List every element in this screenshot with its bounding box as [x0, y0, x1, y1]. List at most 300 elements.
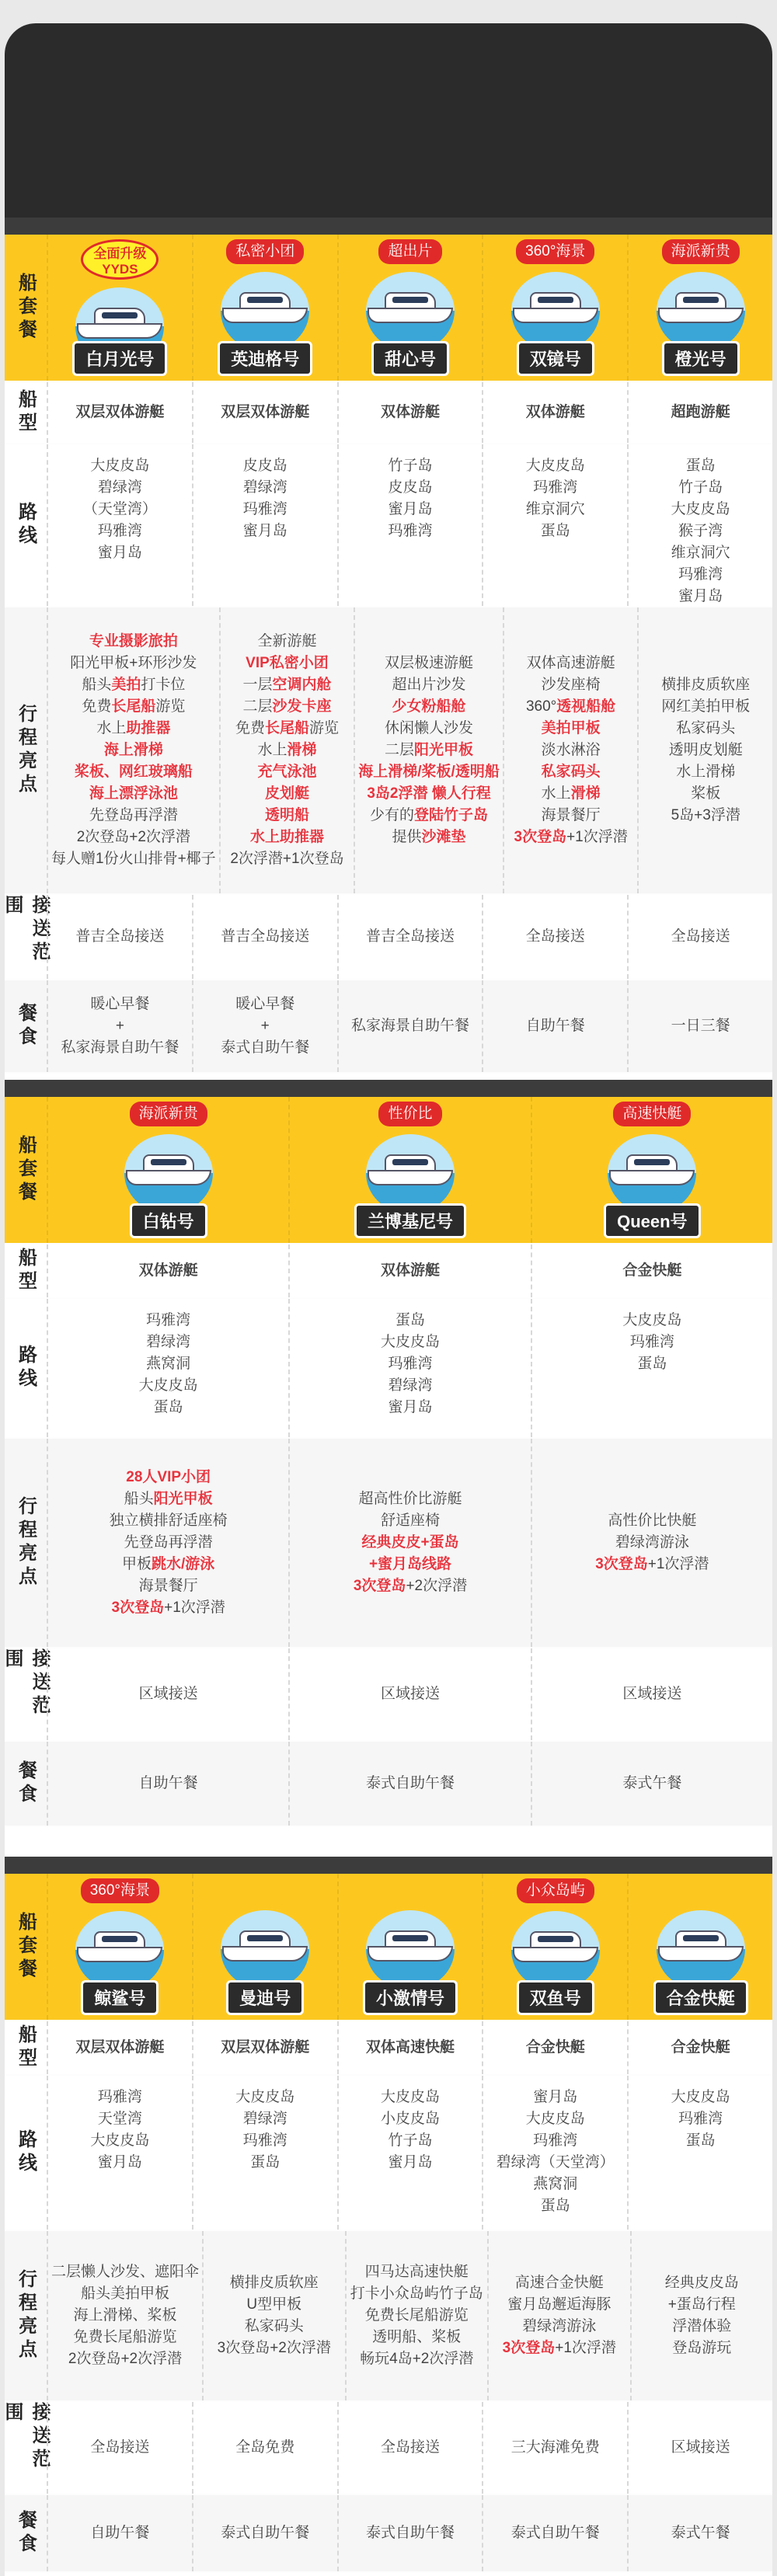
meal-item: 泰式午餐: [671, 2525, 730, 2541]
highlight-item: 私家码头: [541, 764, 601, 780]
highlight-part: 3次登岛: [514, 829, 567, 845]
cell: [354, 607, 503, 893]
cell: [288, 1244, 530, 1297]
pickup-range: 区域接送: [622, 1686, 682, 1702]
row-cells: [47, 2495, 772, 2571]
cell: [337, 980, 483, 1072]
highlight-part: 甲板: [122, 1556, 152, 1572]
route-stop: 玛雅湾: [242, 501, 287, 517]
route-stop: 碧绿湾: [242, 479, 287, 496]
package-row: [5, 1097, 772, 1244]
highlight-item: 充气泳池: [257, 764, 317, 780]
boat-type: 双层双体游艇: [221, 404, 310, 420]
row-label-text: 船型: [15, 389, 37, 436]
highlight-part: 3次登岛: [111, 1600, 165, 1616]
pickup-range: 区域接送: [138, 1686, 198, 1702]
pickup-range: 普吉全岛接送: [221, 928, 310, 945]
row-cells: [47, 1299, 772, 1437]
meal-item: 私家海景自助午餐: [350, 1018, 469, 1034]
route-stop: 蜜月岛: [97, 545, 142, 561]
route-stop: 玛雅湾: [97, 523, 142, 539]
highlight-part: 阳光甲板: [153, 1491, 213, 1507]
cell: [627, 1874, 772, 2020]
cell: [192, 2495, 337, 2571]
row-label-text: 接送范围: [2, 1648, 50, 1718]
highlight-part: 滑梯: [287, 742, 317, 758]
highlight-part: 一层: [242, 677, 273, 693]
row-label-text: 船型: [15, 1248, 37, 1294]
route-stop: 蛋岛: [637, 1356, 667, 1372]
boat-type: 合金快艇: [671, 2039, 730, 2056]
highlight-part: 船头: [124, 1491, 154, 1507]
route-stop: 玛雅湾: [533, 479, 578, 496]
boat-name[interactable]: 合金快艇: [653, 1980, 748, 2015]
boat-name[interactable]: 白月光号: [72, 341, 167, 376]
highlight-item: 先登岛再浮潜: [89, 807, 178, 823]
cell: [482, 2402, 627, 2494]
cell: [482, 444, 627, 606]
pickup-range: 全岛接送: [90, 2439, 150, 2456]
cell: [627, 895, 772, 979]
route-stop: 大皮皮岛: [90, 458, 150, 474]
cell: [627, 980, 772, 1072]
highlight-part: 免费: [235, 720, 265, 736]
row-label: [5, 2021, 47, 2074]
route-stop: 蜜月岛: [678, 588, 723, 604]
boat-type: 超跑游艇: [671, 404, 730, 420]
package-grid: [2, 1097, 772, 1827]
highlight-item: 海上滑梯: [103, 742, 163, 758]
pickup-range: 全岛接送: [380, 2439, 440, 2456]
highlight-item: 私家码头: [244, 2318, 304, 2334]
boat-tag: 小众岛屿: [517, 1878, 594, 1903]
boat-name[interactable]: 兰博基尼号: [354, 1203, 466, 1238]
cell: [47, 607, 219, 893]
cell: [288, 1299, 530, 1437]
boat-name[interactable]: 双镜号: [517, 341, 594, 376]
cell: [627, 2402, 772, 2494]
section-3: [2, 1857, 772, 2576]
route-stop: 大皮皮岛: [380, 2089, 440, 2105]
highlight-item: 免费长尾船游览: [73, 2329, 177, 2345]
boat-tag: 海派新贵: [662, 239, 740, 264]
row-label: [5, 382, 47, 443]
cell: [47, 1299, 288, 1437]
highlight-item: 每人赠1份火山排骨+椰子: [51, 851, 216, 867]
cell: [47, 2021, 192, 2074]
highlight-part: 登陆竹子岛: [414, 807, 489, 823]
highlight-part: 水上: [257, 742, 287, 758]
cell: [627, 235, 772, 381]
highlight-part: +2次浮潜: [406, 1578, 468, 1594]
cell: [202, 2231, 345, 2400]
highlight-item: 独立横排舒适座椅: [109, 1513, 228, 1529]
row-label: [5, 1244, 47, 1297]
row-label-text: 船型: [15, 2024, 37, 2071]
highlight-item: 海景餐厅: [138, 1578, 198, 1594]
highlight-part: 免费: [82, 698, 112, 715]
row-cells: [47, 1742, 772, 1826]
highlights-row: [5, 2231, 772, 2402]
header-card: [5, 23, 772, 225]
boat-icon: [594, 1130, 710, 1211]
meal-item: 自助午餐: [138, 1775, 198, 1791]
cell: [482, 1874, 627, 2020]
route-stop: 蛋岛: [540, 523, 570, 539]
highlight-item: 船头美拍甲板: [81, 2285, 170, 2302]
highlight-item: 海景餐厅: [541, 807, 601, 823]
highlight-item: 水上助推器: [249, 829, 324, 845]
highlight-item: 横排皮质软座: [661, 677, 751, 693]
highlight-part: +1次浮潜: [647, 1556, 709, 1572]
package-row: [5, 235, 772, 382]
boat-type: 双层双体游艇: [75, 2039, 165, 2056]
pickup-range: 全岛免费: [235, 2439, 295, 2456]
highlight-item: 横排皮质软座: [229, 2275, 319, 2291]
cell: [531, 1742, 772, 1826]
cell: [627, 2021, 772, 2074]
route-stop: 大皮皮岛: [671, 501, 730, 517]
cell: [531, 1439, 772, 1647]
pickup-row: [2, 895, 772, 980]
route-stop: 蛋岛: [685, 458, 716, 474]
highlight-item: 2次登岛+2次浮潜: [68, 2351, 183, 2367]
row-label-text: 船套餐: [15, 273, 37, 343]
highlight-item: [526, 696, 615, 718]
highlight-item: 透明船: [264, 807, 309, 823]
boat-tag: 性价比: [378, 1102, 441, 1126]
meal-item: 暖心早餐: [235, 996, 295, 1012]
highlight-item: [392, 827, 466, 848]
highlight-item: [82, 674, 185, 696]
boat-name[interactable]: 英迪格号: [218, 341, 312, 376]
cell: [288, 1742, 530, 1826]
cell: [47, 2495, 192, 2571]
highlight-part: 美拍: [111, 677, 141, 693]
highlight-part: 水上: [96, 720, 127, 736]
highlight-item: 28人VIP小团: [126, 1469, 211, 1485]
meal-item: 泰式午餐: [622, 1775, 682, 1791]
highlight-item: 桨板、网红玻璃船: [74, 764, 193, 780]
route-stop: 猴子湾: [678, 523, 723, 539]
package-row: [5, 1874, 772, 2021]
cell: [219, 607, 354, 893]
cell: [47, 444, 192, 606]
route-row: [5, 444, 772, 607]
package-grid: [2, 1874, 772, 2573]
highlight-item: 双体高速游艇: [526, 655, 615, 671]
cell: [531, 1648, 772, 1740]
highlight-item: 水上滑梯: [676, 764, 736, 780]
route-stop: 玛雅湾: [97, 2089, 142, 2105]
boat-type: 双体游艇: [380, 404, 440, 420]
highlight-part: 游览: [155, 698, 186, 715]
cell: [47, 382, 192, 443]
boat-name[interactable]: 曼迪号: [226, 1980, 304, 2015]
cell: [337, 235, 483, 381]
cell: [345, 2231, 488, 2400]
highlight-item: 5岛+3浮潜: [671, 807, 740, 823]
highlight-part: 阳光甲板: [414, 742, 474, 758]
meal-item: 泰式自助午餐: [221, 1039, 310, 1056]
row-cells: [47, 2231, 772, 2400]
highlight-part: 游览: [308, 720, 339, 736]
row-label: [5, 2231, 47, 2400]
cell: [47, 1244, 288, 1297]
highlights-row: [5, 607, 772, 895]
highlight-item: +蜜月岛线路: [368, 1556, 452, 1572]
highlight-part: 提供: [392, 829, 422, 845]
cell: [337, 2495, 483, 2571]
highlight-item: 先登岛再浮潜: [124, 1534, 213, 1551]
pickup-range: 普吉全岛接送: [75, 928, 165, 945]
highlight-item: [96, 718, 170, 740]
highlight-item: 海上漂浮泳池: [89, 785, 178, 802]
row-label: [2, 2402, 50, 2494]
highlight-item: [242, 674, 331, 696]
highlight-item: [112, 1597, 225, 1619]
boat-name[interactable]: 鲸鲨号: [81, 1980, 159, 2015]
boat-icon: [643, 1906, 759, 1988]
meal-row: [5, 980, 772, 1074]
cell: [627, 2495, 772, 2571]
row-label-text: 餐食: [15, 1760, 37, 1807]
route-stop: 碧绿湾: [97, 479, 142, 496]
boat-name[interactable]: 小激情号: [363, 1980, 458, 2015]
highlight-item: 海上滑梯、桨板: [73, 2307, 177, 2324]
highlight-part: 3次登岛: [595, 1556, 648, 1572]
route-stop: 竹子岛: [388, 2132, 433, 2149]
row-label: [5, 1299, 47, 1437]
row-label: [5, 1742, 47, 1826]
cell: [531, 1244, 772, 1297]
pickup-range: 全岛接送: [671, 928, 730, 945]
route-stop: 竹子岛: [678, 479, 723, 496]
cell: [627, 382, 772, 443]
route-stop: 蛋岛: [685, 2132, 716, 2149]
highlight-item: 美拍甲板: [541, 720, 601, 736]
route-stop: 大皮皮岛: [622, 1312, 682, 1328]
pickup-row: [2, 2402, 772, 2495]
cell: [288, 1648, 530, 1740]
route-stop: 碧绿湾（天堂湾）: [496, 2154, 615, 2170]
pickup-range: 三大海滩免费: [510, 2439, 600, 2456]
pickup-row: [2, 1648, 772, 1742]
cell: [627, 444, 772, 606]
boat-tag: [692, 1878, 710, 1902]
cell: [192, 895, 337, 979]
boat-icon: [110, 1130, 227, 1211]
highlight-item: [257, 740, 316, 761]
boat-name[interactable]: 橙光号: [662, 341, 740, 376]
meal-item: 泰式自助午餐: [510, 2525, 600, 2541]
highlight-item: 经典皮皮岛: [664, 2275, 739, 2291]
highlight-part: 少有的: [370, 807, 415, 823]
highlight-item: [354, 1575, 467, 1597]
row-cells: [47, 2021, 772, 2074]
boat-tag: 高速快艇: [613, 1102, 691, 1126]
highlight-item: VIP私密小团: [246, 655, 329, 671]
pickup-range: 全岛接送: [525, 928, 585, 945]
highlight-item: 2次登岛+2次浮潜: [76, 829, 190, 845]
highlight-item: 网红美拍甲板: [661, 698, 751, 715]
route-stop: 皮皮岛: [388, 479, 433, 496]
highlight-item: 透明皮划艇: [668, 742, 743, 758]
highlight-part: 打卡位: [141, 677, 186, 693]
cell: [482, 235, 627, 381]
section-divider: [5, 1857, 772, 1874]
meal-item: 自助午餐: [525, 1018, 585, 1034]
cell: [482, 980, 627, 1072]
cell: [637, 607, 772, 893]
section-divider: [5, 1080, 772, 1097]
cell: [192, 2076, 337, 2230]
cell: [630, 2231, 773, 2400]
highlight-item: 超高性价比游艇: [358, 1491, 462, 1507]
highlight-part: 二层: [385, 742, 415, 758]
highlight-item: [124, 1488, 213, 1510]
meal-item: 一日三餐: [671, 1018, 730, 1034]
cell: [337, 2402, 483, 2494]
cell: [337, 2021, 483, 2074]
cell: [192, 382, 337, 443]
highlight-item: 双层极速游艇: [385, 655, 474, 671]
boat-tag: 360°海景: [516, 239, 594, 264]
route-stop: 蜜月岛: [388, 2154, 433, 2170]
boat-icon: [497, 267, 614, 349]
highlight-item: 桨板: [691, 785, 721, 802]
highlight-item: 碧绿湾游泳: [615, 1534, 689, 1551]
cell: [482, 895, 627, 979]
row-label: [2, 895, 50, 979]
highlight-part: 沙滩垫: [421, 829, 466, 845]
row-label: [5, 1097, 47, 1243]
highlight-part: 3次登岛: [502, 2340, 556, 2356]
row-label-text: 路线: [15, 1345, 37, 1391]
route-stop: 蜜月岛: [242, 523, 287, 539]
highlight-item: 休闲懒人沙发: [385, 720, 474, 736]
route-stop: 蛋岛: [250, 2154, 280, 2170]
highlight-item: 二层懒人沙发、遮阳伞: [51, 2264, 200, 2280]
route-stop: 蜜月岛: [388, 501, 433, 517]
row-label: [5, 235, 47, 381]
route-stop: 大皮皮岛: [138, 1377, 198, 1394]
cell: [47, 895, 192, 979]
cell: [192, 235, 337, 381]
highlight-item: [370, 805, 488, 827]
row-label-text: 行程亮点: [15, 1496, 37, 1589]
cell: [482, 2495, 627, 2571]
highlight-item: [595, 1554, 709, 1575]
highlight-item: 专业摄影旅拍: [89, 633, 178, 649]
boat-name[interactable]: 白钻号: [130, 1203, 207, 1238]
highlight-item: 打卡小众岛屿竹子岛: [350, 2285, 483, 2302]
boat-type-row: [5, 382, 772, 444]
cell: [288, 1097, 530, 1243]
boat-type: 合金快艇: [525, 2039, 585, 2056]
route-stop: 蜜月岛: [388, 1399, 433, 1415]
boat-tag: 360°海景: [81, 1878, 159, 1903]
section-2: [2, 1080, 772, 1857]
route-stop: 大皮皮岛: [380, 1334, 440, 1350]
cell: [487, 2231, 630, 2400]
highlight-part: 3次登岛: [353, 1578, 406, 1594]
highlight-part: 跳水/游泳: [152, 1556, 215, 1572]
highlight-item: 登岛游玩: [672, 2340, 732, 2356]
boat-type: 双体游艇: [138, 1262, 198, 1279]
boat-tag: 海派新贵: [130, 1102, 207, 1126]
cell: [47, 2231, 202, 2400]
route-stop: 蛋岛: [540, 2198, 570, 2214]
route-row: [5, 1299, 772, 1439]
cell: [192, 980, 337, 1072]
row-cells: [47, 607, 772, 893]
cell: [531, 1299, 772, 1437]
row-cells: [47, 235, 772, 381]
cell: [47, 1648, 288, 1740]
row-cells: [47, 980, 772, 1072]
meal-item: 泰式自助午餐: [365, 2525, 455, 2541]
cell: [192, 2021, 337, 2074]
highlight-item: 碧绿湾游泳: [522, 2318, 597, 2334]
highlight-item: 海上滑梯/桨板/透明船: [358, 764, 500, 780]
highlight-item: 淡水淋浴: [541, 742, 601, 758]
route-stop: 小皮皮岛: [380, 2111, 440, 2127]
highlight-item: 透明船、桨板: [372, 2329, 462, 2345]
route-stop: 天堂湾: [97, 2111, 142, 2127]
route-stop: 维京洞穴: [671, 545, 730, 561]
highlight-item: [542, 783, 601, 805]
route-stop: 蛋岛: [395, 1312, 425, 1328]
hero-banner: [5, 23, 772, 225]
pickup-range: 区域接送: [671, 2439, 730, 2456]
boat-type: 双体游艇: [525, 404, 585, 420]
boat-type: 双层双体游艇: [221, 2039, 310, 2056]
cell: [47, 2076, 192, 2230]
boat-name[interactable]: 甜心号: [371, 341, 449, 376]
highlight-part: 滑梯: [570, 785, 601, 802]
cell: [531, 1097, 772, 1243]
cell: [47, 235, 192, 381]
route-stop: 维京洞穴: [525, 501, 585, 517]
highlight-item: [242, 696, 331, 718]
cell: [503, 607, 638, 893]
highlight-part: +1次浮潜: [555, 2340, 616, 2356]
row-label: [2, 1648, 50, 1740]
boat-icon: [352, 267, 469, 349]
boat-type-row: [5, 1244, 772, 1299]
row-label-text: 行程亮点: [15, 2269, 37, 2362]
route-stop: 皮皮岛: [242, 458, 287, 474]
section-divider: [5, 218, 772, 235]
boat-name[interactable]: 双鱼号: [517, 1980, 594, 2015]
cell: [337, 1874, 483, 2020]
meal-item: +: [260, 1018, 270, 1034]
highlight-part: 空调内舱: [272, 677, 332, 693]
route-stop: 大皮皮岛: [525, 2111, 585, 2127]
highlight-item: +蛋岛行程: [667, 2296, 736, 2313]
highlight-item: 舒适座椅: [380, 1513, 440, 1529]
highlight-item: 经典皮皮+蛋岛: [361, 1534, 459, 1551]
row-label-text: 接送范围: [2, 895, 50, 965]
cell: [47, 1097, 288, 1243]
highlight-part: 船头: [82, 677, 112, 693]
boat-name[interactable]: Queen号: [604, 1203, 700, 1238]
highlight-part: 懒人行程: [431, 785, 491, 802]
row-label-text: 餐食: [15, 2510, 37, 2557]
package-grid: [2, 235, 772, 1074]
route-stop: 玛雅湾: [242, 2132, 287, 2149]
